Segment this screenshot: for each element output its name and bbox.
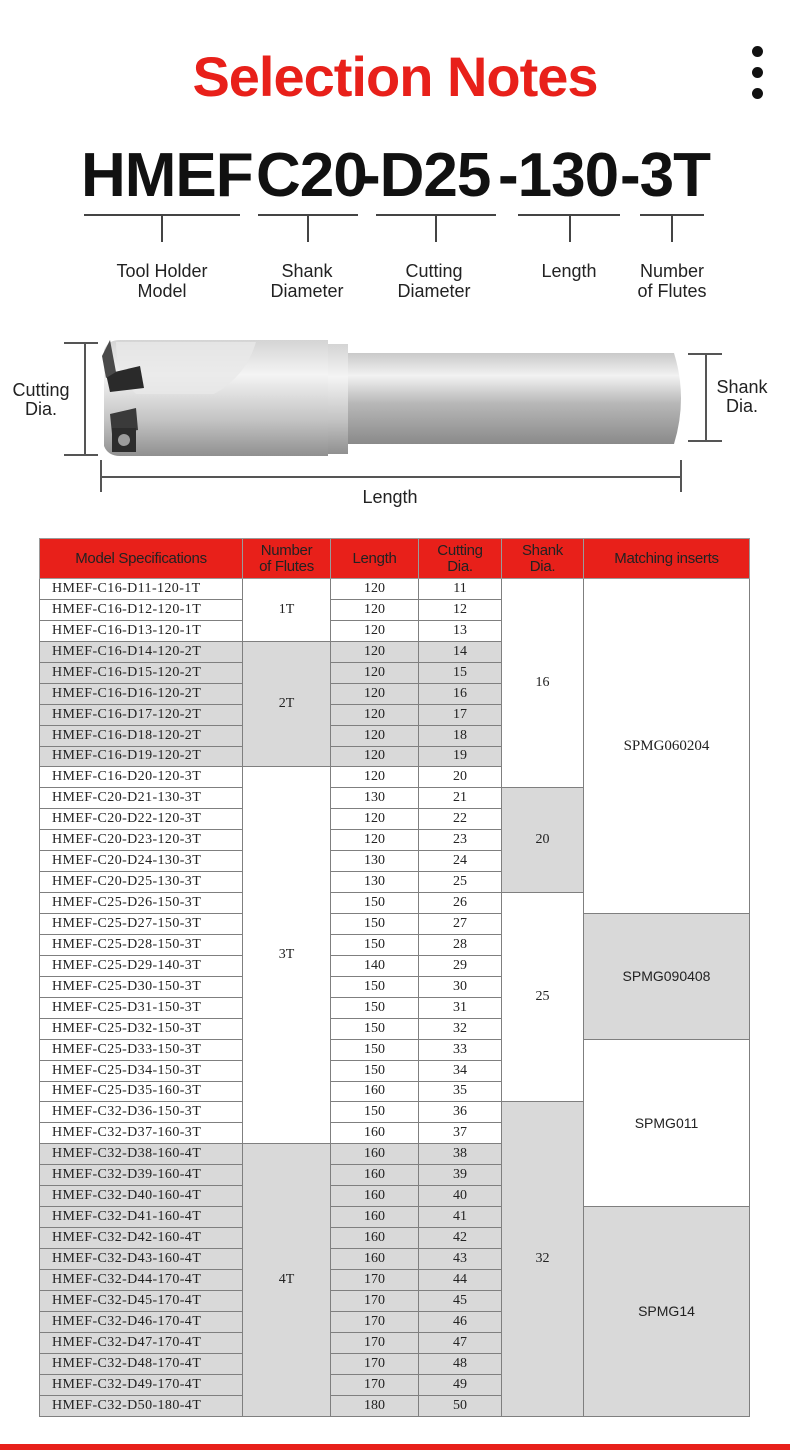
- cell-length: 120: [331, 809, 419, 830]
- cell-model: HMEF-C25-D32-150-3T: [40, 1018, 243, 1039]
- cell-length: 160: [331, 1228, 419, 1249]
- cell-cutting-dia: 49: [419, 1374, 502, 1395]
- cell-cutting-dia: 50: [419, 1395, 502, 1416]
- cell-model: HMEF-C32-D36-150-3T: [40, 1102, 243, 1123]
- cell-length: 130: [331, 851, 419, 872]
- cell-model: HMEF-C16-D16-120-2T: [40, 683, 243, 704]
- cell-length: 160: [331, 1144, 419, 1165]
- cell-insert: SPMG011: [584, 1039, 750, 1207]
- cell-model: HMEF-C32-D41-160-4T: [40, 1207, 243, 1228]
- header-shank-dia: Shank Dia.: [502, 539, 584, 579]
- cell-cutting-dia: 25: [419, 872, 502, 893]
- cell-model: HMEF-C32-D37-160-3T: [40, 1123, 243, 1144]
- table-row: [40, 914, 750, 935]
- cell-flutes: 4T: [243, 1144, 331, 1416]
- cell-length: 150: [331, 934, 419, 955]
- cell-length: 120: [331, 599, 419, 620]
- cell-length: 120: [331, 683, 419, 704]
- cell-cutting-dia: 40: [419, 1186, 502, 1207]
- cell-length: 130: [331, 788, 419, 809]
- cell-cutting-dia: 46: [419, 1311, 502, 1332]
- table-row: [40, 579, 750, 600]
- cell-cutting-dia: 12: [419, 599, 502, 620]
- cell-cutting-dia: 42: [419, 1228, 502, 1249]
- table-row: [40, 1207, 750, 1228]
- cell-model: HMEF-C20-D23-120-3T: [40, 830, 243, 851]
- cell-length: 170: [331, 1290, 419, 1311]
- cell-cutting-dia: 14: [419, 641, 502, 662]
- end-mill-illustration: [96, 336, 686, 461]
- cell-cutting-dia: 43: [419, 1249, 502, 1270]
- cell-cutting-dia: 45: [419, 1290, 502, 1311]
- cell-length: 120: [331, 641, 419, 662]
- cell-length: 120: [331, 725, 419, 746]
- cell-length: 130: [331, 872, 419, 893]
- cell-length: 160: [331, 1165, 419, 1186]
- cell-length: 120: [331, 830, 419, 851]
- cell-cutting-dia: 13: [419, 620, 502, 641]
- cell-model: HMEF-C32-D48-170-4T: [40, 1353, 243, 1374]
- model-code-part-holder: HMEF: [81, 141, 253, 210]
- cell-model: HMEF-C20-D24-130-3T: [40, 851, 243, 872]
- cell-length: 180: [331, 1395, 419, 1416]
- header-flutes: Number of Flutes: [243, 539, 331, 579]
- cutting-dia-cap: [64, 454, 98, 456]
- label-shank-diameter: Shank Diameter: [270, 261, 344, 301]
- cell-length: 160: [331, 1186, 419, 1207]
- cell-model: HMEF-C16-D18-120-2T: [40, 725, 243, 746]
- cell-cutting-dia: 47: [419, 1332, 502, 1353]
- cell-length: 150: [331, 914, 419, 935]
- label-number-of-flutes: Number of Flutes: [637, 261, 707, 301]
- cell-cutting-dia: 21: [419, 788, 502, 809]
- model-code-part-cutting: -D25: [360, 141, 491, 210]
- cell-cutting-dia: 11: [419, 579, 502, 600]
- header-cutting-dia: Cutting Dia.: [419, 539, 502, 579]
- cell-length: 120: [331, 767, 419, 788]
- cell-model: HMEF-C16-D20-120-3T: [40, 767, 243, 788]
- cell-model: HMEF-C25-D35-160-3T: [40, 1081, 243, 1102]
- cell-model: HMEF-C20-D25-130-3T: [40, 872, 243, 893]
- cell-length: 170: [331, 1374, 419, 1395]
- cell-cutting-dia: 20: [419, 767, 502, 788]
- cell-cutting-dia: 44: [419, 1269, 502, 1290]
- cell-model: HMEF-C25-D34-150-3T: [40, 1060, 243, 1081]
- segment-tick: [435, 215, 437, 242]
- cell-model: HMEF-C16-D13-120-1T: [40, 620, 243, 641]
- cell-length: 150: [331, 1039, 419, 1060]
- cell-length: 150: [331, 1060, 419, 1081]
- cell-insert: SPMG14: [584, 1207, 750, 1416]
- cell-length: 120: [331, 662, 419, 683]
- cell-shank-dia: 32: [502, 1102, 584, 1416]
- cell-model: HMEF-C20-D21-130-3T: [40, 788, 243, 809]
- page-title: Selection Notes: [192, 45, 598, 108]
- cell-length: 170: [331, 1311, 419, 1332]
- cell-cutting-dia: 26: [419, 893, 502, 914]
- cell-cutting-dia: 31: [419, 997, 502, 1018]
- model-code-part-length: -130: [498, 141, 619, 210]
- cell-flutes: 3T: [243, 767, 331, 1144]
- cell-length: 160: [331, 1249, 419, 1270]
- label-length: Length: [541, 261, 597, 281]
- length-line: [100, 476, 681, 478]
- spec-table: [39, 538, 750, 1417]
- cell-model: HMEF-C32-D42-160-4T: [40, 1228, 243, 1249]
- cell-cutting-dia: 32: [419, 1018, 502, 1039]
- cell-model: HMEF-C25-D29-140-3T: [40, 955, 243, 976]
- cell-length: 120: [331, 704, 419, 725]
- cell-length: 150: [331, 1102, 419, 1123]
- label-cutting-diameter: Cutting Diameter: [397, 261, 471, 301]
- cell-length: 150: [331, 1018, 419, 1039]
- cell-model: HMEF-C16-D14-120-2T: [40, 641, 243, 662]
- cell-model: HMEF-C25-D26-150-3T: [40, 893, 243, 914]
- cell-model: HMEF-C32-D50-180-4T: [40, 1395, 243, 1416]
- model-code-part-shank: C20: [256, 141, 367, 210]
- cell-shank-dia: 25: [502, 893, 584, 1102]
- cell-cutting-dia: 16: [419, 683, 502, 704]
- cell-cutting-dia: 48: [419, 1353, 502, 1374]
- cell-model: HMEF-C16-D12-120-1T: [40, 599, 243, 620]
- cell-flutes: 1T: [243, 579, 331, 642]
- cell-cutting-dia: 39: [419, 1165, 502, 1186]
- cell-cutting-dia: 19: [419, 746, 502, 767]
- cell-length: 160: [331, 1207, 419, 1228]
- segment-tick: [569, 215, 571, 242]
- cell-cutting-dia: 37: [419, 1123, 502, 1144]
- cell-model: HMEF-C16-D15-120-2T: [40, 662, 243, 683]
- header-length: Length: [331, 539, 419, 579]
- cell-shank-dia: 16: [502, 579, 584, 788]
- cell-cutting-dia: 28: [419, 934, 502, 955]
- cell-model: HMEF-C32-D40-160-4T: [40, 1186, 243, 1207]
- length-label: Length: [362, 487, 418, 507]
- cell-model: HMEF-C16-D11-120-1T: [40, 579, 243, 600]
- table-body: [40, 579, 750, 1417]
- cell-length: 120: [331, 746, 419, 767]
- cell-model: HMEF-C25-D27-150-3T: [40, 914, 243, 935]
- segment-tick: [161, 215, 163, 242]
- cell-model: HMEF-C32-D45-170-4T: [40, 1290, 243, 1311]
- segment-tick: [671, 215, 673, 242]
- cell-cutting-dia: 41: [419, 1207, 502, 1228]
- cell-model: HMEF-C32-D38-160-4T: [40, 1144, 243, 1165]
- cell-length: 150: [331, 997, 419, 1018]
- cell-cutting-dia: 38: [419, 1144, 502, 1165]
- cell-length: 120: [331, 620, 419, 641]
- segment-tick: [307, 215, 309, 242]
- cell-model: HMEF-C16-D17-120-2T: [40, 704, 243, 725]
- label-tool-holder-model: Tool Holder Model: [116, 261, 208, 301]
- cell-cutting-dia: 29: [419, 955, 502, 976]
- cell-cutting-dia: 30: [419, 976, 502, 997]
- header-inserts: Matching inserts: [584, 539, 750, 579]
- cell-length: 160: [331, 1123, 419, 1144]
- cell-length: 170: [331, 1332, 419, 1353]
- cell-cutting-dia: 15: [419, 662, 502, 683]
- table-header-row: [40, 539, 750, 579]
- header-model: Model Specifications: [40, 539, 243, 579]
- cell-length: 170: [331, 1269, 419, 1290]
- cell-model: HMEF-C25-D30-150-3T: [40, 976, 243, 997]
- cell-model: HMEF-C25-D33-150-3T: [40, 1039, 243, 1060]
- cell-cutting-dia: 27: [419, 914, 502, 935]
- cell-cutting-dia: 36: [419, 1102, 502, 1123]
- cell-length: 150: [331, 976, 419, 997]
- cell-cutting-dia: 18: [419, 725, 502, 746]
- cell-flutes: 2T: [243, 641, 331, 767]
- cutting-dia-cap: [64, 342, 98, 344]
- table-row: [40, 1039, 750, 1060]
- cell-insert: SPMG090408: [584, 914, 750, 1040]
- shank-dia-label: Shank Dia.: [716, 377, 768, 416]
- cell-length: 120: [331, 579, 419, 600]
- cell-model: HMEF-C32-D46-170-4T: [40, 1311, 243, 1332]
- cell-length: 140: [331, 955, 419, 976]
- cell-shank-dia: 20: [502, 788, 584, 893]
- cell-cutting-dia: 23: [419, 830, 502, 851]
- cell-model: HMEF-C25-D31-150-3T: [40, 997, 243, 1018]
- cell-length: 170: [331, 1353, 419, 1374]
- cell-insert: SPMG060204: [584, 579, 750, 914]
- cell-model: HMEF-C32-D44-170-4T: [40, 1269, 243, 1290]
- cutting-dia-label: Cutting Dia.: [12, 380, 70, 419]
- cell-cutting-dia: 35: [419, 1081, 502, 1102]
- cell-cutting-dia: 34: [419, 1060, 502, 1081]
- cutting-dia-line: [84, 343, 86, 454]
- cell-cutting-dia: 17: [419, 704, 502, 725]
- cell-length: 160: [331, 1081, 419, 1102]
- more-options-icon[interactable]: [744, 46, 772, 102]
- cell-model: HMEF-C32-D49-170-4T: [40, 1374, 243, 1395]
- cell-cutting-dia: 33: [419, 1039, 502, 1060]
- cell-model: HMEF-C20-D22-120-3T: [40, 809, 243, 830]
- model-code-part-flutes: -3T: [620, 141, 710, 210]
- cell-model: HMEF-C32-D39-160-4T: [40, 1165, 243, 1186]
- cell-model: HMEF-C32-D47-170-4T: [40, 1332, 243, 1353]
- cell-model: HMEF-C32-D43-160-4T: [40, 1249, 243, 1270]
- cell-length: 150: [331, 893, 419, 914]
- cell-cutting-dia: 24: [419, 851, 502, 872]
- cell-model: HMEF-C16-D19-120-2T: [40, 746, 243, 767]
- bottom-accent-bar: [0, 1444, 790, 1450]
- cell-cutting-dia: 22: [419, 809, 502, 830]
- cell-model: HMEF-C25-D28-150-3T: [40, 934, 243, 955]
